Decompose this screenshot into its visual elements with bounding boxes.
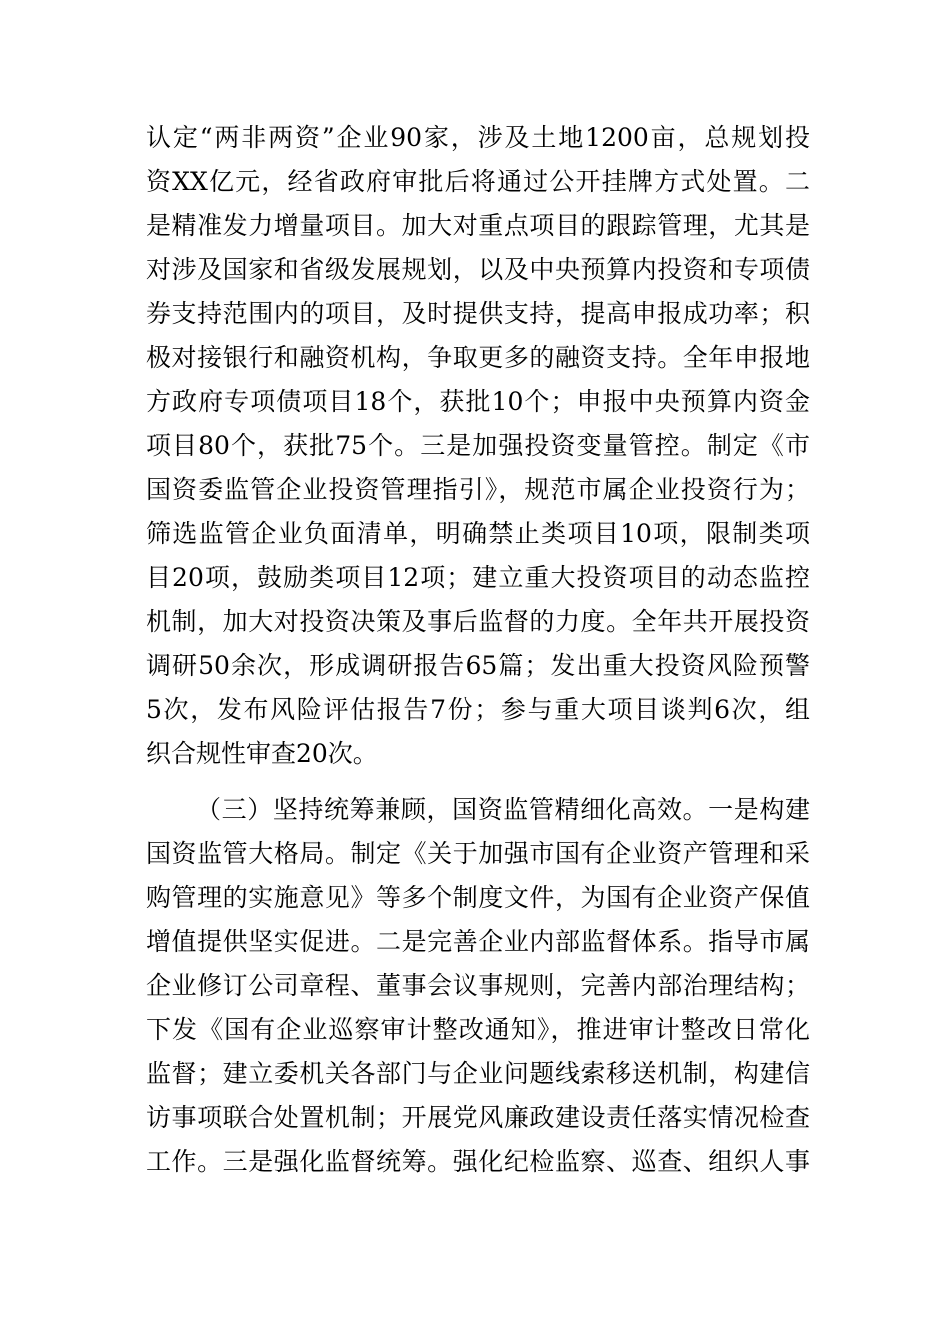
text-line: 资XX亿元，经省政府审批后将通过公开挂牌方式处置。二 bbox=[146, 167, 810, 196]
text-line: 国资委监管企业投资管理指引》，规范市属企业投资行为； bbox=[146, 475, 810, 504]
text-line: 目20项，鼓励类项目12项；建立重大投资项目的动态监控 bbox=[146, 563, 810, 592]
text-line: 方政府专项债项目18个，获批10个；申报中央预算内资金 bbox=[146, 387, 810, 416]
text-line: 是精准发力增量项目。加大对重点项目的跟踪管理，尤其是 bbox=[146, 211, 810, 240]
text-line: 增值提供坚实促进。二是完善企业内部监督体系。指导市属 bbox=[146, 927, 810, 956]
text-line: 券支持范围内的项目，及时提供支持，提高申报成功率；积 bbox=[146, 299, 810, 328]
text-line: 监督；建立委机关各部门与企业问题线索移送机制，构建信 bbox=[146, 1059, 810, 1088]
section-heading-line: （三）坚持统筹兼顾，国资监管精细化高效。一是构建 bbox=[196, 795, 810, 824]
text-line: 下发《国有企业巡察审计整改通知》，推进审计整改日常化 bbox=[146, 1015, 810, 1044]
text-line: 工作。三是强化监督统筹。强化纪检监察、巡查、组织人事 bbox=[146, 1147, 810, 1176]
text-line: 织合规性审查20次。 bbox=[146, 739, 378, 768]
text-line: 企业修订公司章程、董事会议事规则，完善内部治理结构； bbox=[146, 971, 810, 1000]
text-line: 调研50余次，形成调研报告65篇；发出重大投资风险预警 bbox=[146, 651, 810, 680]
text-line: 5次，发布风险评估报告7份；参与重大项目谈判6次，组 bbox=[146, 695, 810, 724]
text-line: 认定“两非两资”企业90家，涉及土地1200亩，总规划投 bbox=[146, 123, 810, 152]
text-line: 机制，加大对投资决策及事后监督的力度。全年共开展投资 bbox=[146, 607, 810, 636]
text-line: 极对接银行和融资机构，争取更多的融资支持。全年申报地 bbox=[146, 343, 810, 372]
text-line: 对涉及国家和省级发展规划，以及中央预算内投资和专项债 bbox=[146, 255, 810, 284]
text-line: 购管理的实施意见》等多个制度文件，为国有企业资产保值 bbox=[146, 883, 810, 912]
paragraph-investment bbox=[146, 116, 810, 776]
text-line: 项目80个，获批75个。三是加强投资变量管控。制定《市 bbox=[146, 431, 810, 460]
text-line: 访事项联合处置机制；开展党风廉政建设责任落实情况检查 bbox=[146, 1103, 810, 1132]
text-line: 国资监管大格局。制定《关于加强市国有企业资产管理和采 bbox=[146, 839, 810, 868]
text-line: 筛选监管企业负面清单，明确禁止类项目10项，限制类项 bbox=[146, 519, 810, 548]
paragraph-supervision bbox=[146, 788, 810, 1184]
